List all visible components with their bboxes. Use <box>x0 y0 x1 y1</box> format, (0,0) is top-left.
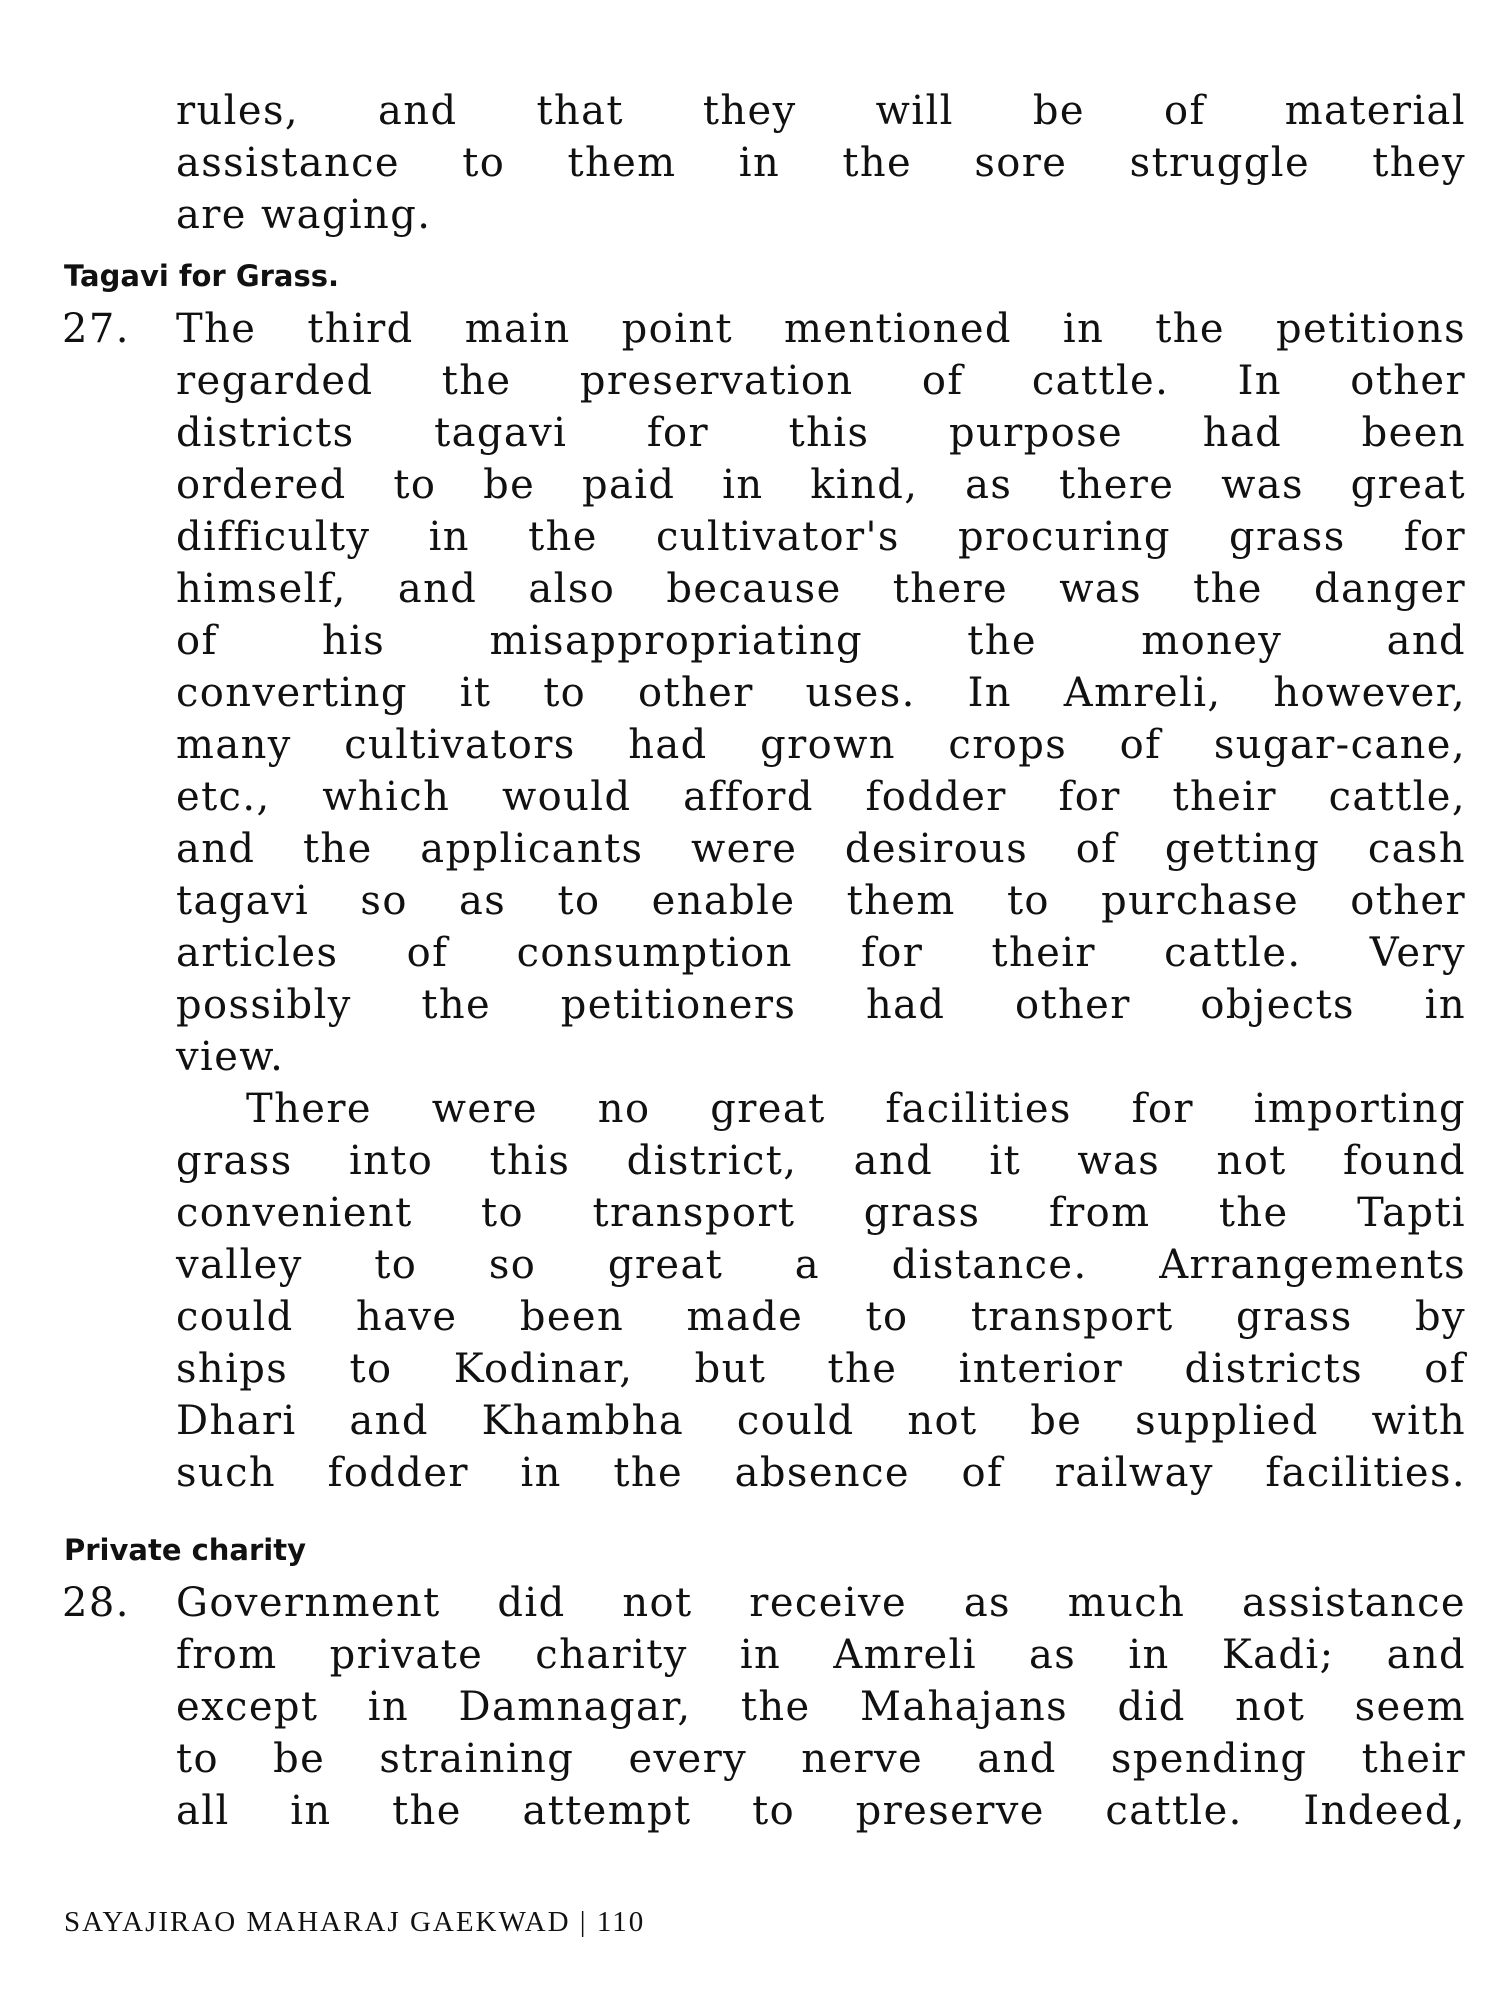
text-line: districts tagavi for this purpose had been <box>176 410 1466 456</box>
page-number: 110 <box>596 1906 646 1938</box>
page-footer <box>64 1904 645 1940</box>
text-line: converting it to other uses. In Amreli, however, <box>176 670 1466 716</box>
text-line: The third main point mentioned in the petitions <box>176 306 1466 352</box>
text-line: except in Damnagar, the Mahajans did not seem <box>176 1684 1466 1730</box>
text-line: all in the attempt to preserve cattle. Indeed, <box>176 1788 1466 1834</box>
footer-separator: | <box>579 1906 588 1938</box>
text-line: many cultivators had grown crops of sugar-cane, <box>176 722 1466 768</box>
text-line: rules, and that they will be of material <box>176 88 1466 134</box>
text-line: articles of consumption for their cattle. Very <box>176 930 1466 976</box>
text-line: and the applicants were desirous of getting cash <box>176 826 1466 872</box>
text-line: himself, and also because there was the danger <box>176 566 1466 612</box>
section-heading-private-charity: Private charity <box>64 1533 307 1567</box>
text-line: etc., which would afford fodder for their cattle, <box>176 774 1466 820</box>
text-line: to be straining every nerve and spending their <box>176 1736 1466 1782</box>
text-line: are waging. <box>176 192 432 238</box>
text-line: regarded the preservation of cattle. In other <box>176 358 1466 404</box>
text-line: assistance to them in the sore struggle they <box>176 140 1466 186</box>
text-line: of his misappropriating the money and <box>176 618 1466 664</box>
text-line: difficulty in the cultivator's procuring grass for <box>176 514 1466 560</box>
running-title: SAYAJIRAO MAHARAJ GAEKWAD <box>64 1906 571 1938</box>
paragraph-number-28: 28. <box>62 1580 130 1626</box>
text-line: from private charity in Amreli as in Kadi; and <box>176 1632 1466 1678</box>
paragraph-number-27: 27. <box>62 306 130 352</box>
text-line: possibly the petitioners had other objects in <box>176 982 1466 1028</box>
text-line: tagavi so as to enable them to purchase other <box>176 878 1466 924</box>
section-heading-tagavi-for-grass: Tagavi for Grass. <box>64 259 340 293</box>
text-line: such fodder in the absence of railway facilities. <box>176 1450 1466 1496</box>
text-line: Dhari and Khambha could not be supplied with <box>176 1398 1466 1444</box>
text-line: valley to so great a distance. Arrangements <box>176 1242 1466 1288</box>
text-line: convenient to transport grass from the Tapti <box>176 1190 1466 1236</box>
text-line: Government did not receive as much assistance <box>176 1580 1466 1626</box>
text-line: ships to Kodinar, but the interior districts of <box>176 1346 1466 1392</box>
text-line: ordered to be paid in kind, as there was great <box>176 462 1466 508</box>
text-line: could have been made to transport grass by <box>176 1294 1466 1340</box>
text-line: There were no great facilities for importing <box>246 1086 1466 1132</box>
text-line: grass into this district, and it was not found <box>176 1138 1466 1184</box>
text-line: view. <box>176 1034 285 1080</box>
